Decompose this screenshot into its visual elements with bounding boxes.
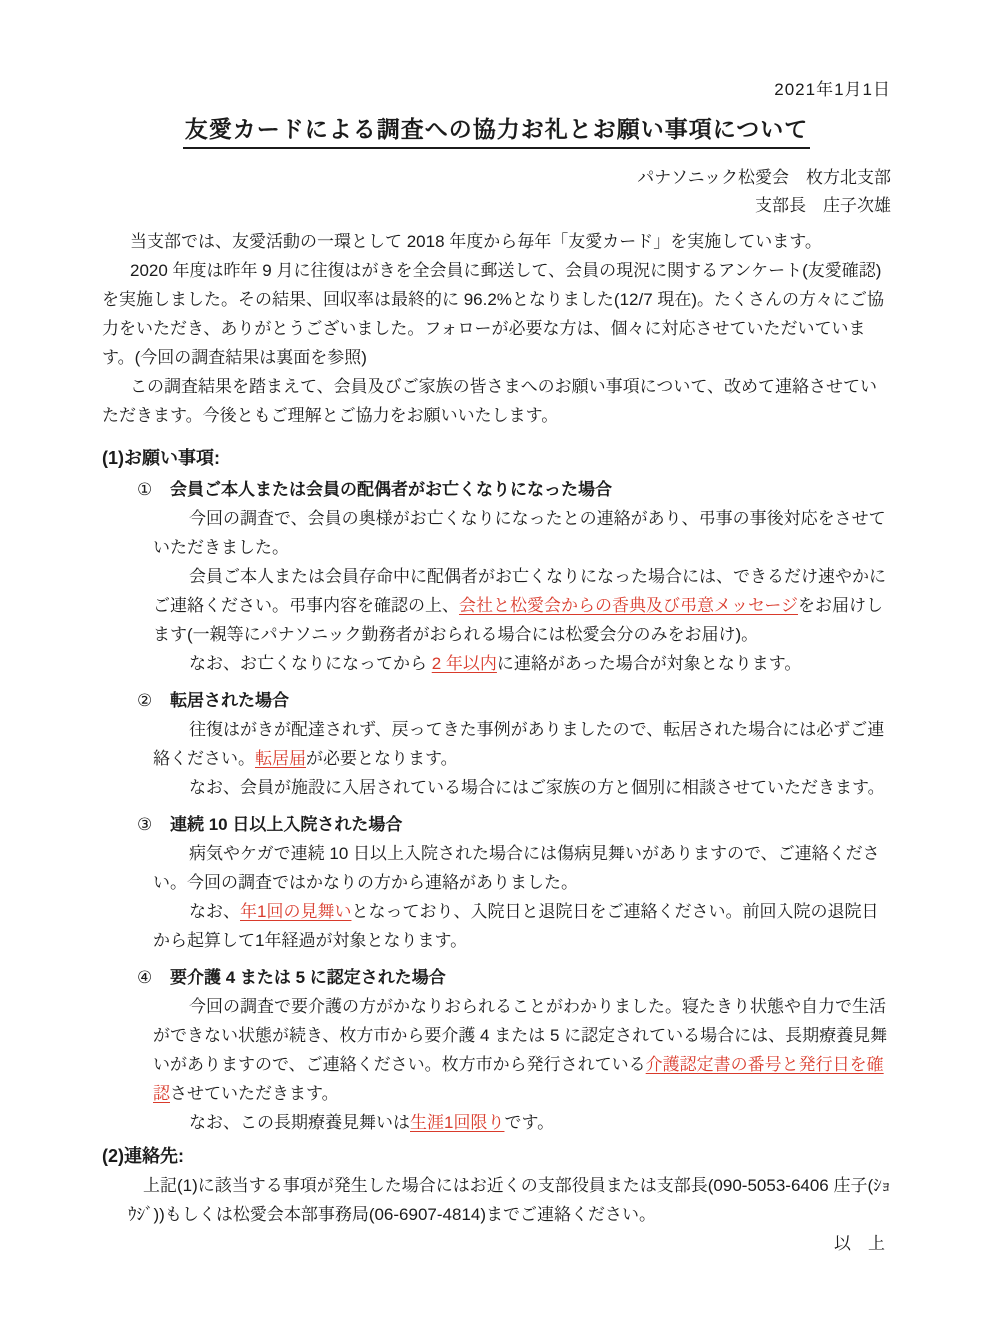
section-requests: [102, 444, 891, 1137]
body-text: 今回の調査で、会員の奥様がお亡くなりになったとの連絡があり、弔事の事後対応をさせていただきました。: [153, 509, 886, 557]
item-body: [153, 715, 891, 802]
item-number-circle: ①: [137, 480, 153, 499]
item-title: 転居された場合: [170, 691, 289, 710]
contact-body: [128, 1171, 891, 1229]
item-paragraph: [153, 1108, 891, 1137]
sender-block: [102, 164, 891, 220]
item-paragraph: [153, 897, 891, 955]
body-text: となっており、入院日と退院日をご連絡ください。前回入院の退院日から起算して1年経過が対象となります。: [153, 902, 879, 950]
title-row: [102, 113, 891, 149]
request-item-3: [102, 810, 891, 955]
item-body: [153, 992, 891, 1137]
item-body: [153, 839, 891, 955]
highlighted-red-text: 生涯1回限り: [410, 1113, 505, 1132]
item-title: 連続 10 日以上入院された場合: [170, 815, 403, 834]
intro-paragraphs: [102, 227, 891, 430]
highlighted-red-text: 会社と松愛会からの香典及び弔意メッセージ: [459, 596, 798, 615]
item-paragraph: [153, 649, 891, 678]
intro-paragraph: 2020 年度は昨年 9 月に往復はがきを全会員に郵送して、会員の現況に関するアンケート(友愛確認)を実施しました。その結果、回収率は最終的に 96.2%となりました(12/7 現在)。たくさんの方々にご協力をいただき、ありがとうございました。フォローが必要な方は、個々に対応させていただいています。(今回の調査結果は裏面を参照): [102, 261, 885, 367]
body-text: 今回の調査で要介護の方がかなりおられることがわかりました。寝たきり状態や自力で生活ができない状態が続き、枚方市から要介護 4 または 5 に認定されている場合には、長期療養見舞いがありますので、ご連絡ください。枚方市から発行されている: [153, 997, 888, 1074]
item-body: [153, 504, 891, 678]
page-title: 友愛カードによる調査への協力お礼とお願い事項について: [183, 113, 811, 149]
body-text: なお、お亡くなりになってから: [189, 654, 432, 673]
item-paragraph: [153, 839, 891, 897]
body-text: が必要となります。: [306, 749, 458, 768]
body-text: させていただきます。: [170, 1084, 339, 1103]
item-number-circle: ③: [137, 815, 153, 834]
item-title: 要介護 4 または 5 に認定された場合: [170, 968, 446, 987]
item-title: 会員ご本人または会員の配偶者がお亡くなりになった場合: [170, 480, 612, 499]
item-number-circle: ②: [137, 691, 153, 710]
body-text: 会員ご本人または会員存命中に配偶者がお亡くなりになった場合には、できるだけ速やかにご連絡ください。弔事内容を確認の上、: [153, 567, 886, 615]
item-paragraph: [153, 773, 891, 802]
closing-mark: 以 上: [834, 1234, 885, 1253]
item-paragraph: [153, 562, 891, 649]
document-date: 2021年1月1日: [774, 80, 891, 99]
sender-person: 支部長 庄子次雄: [755, 196, 891, 215]
body-text: に連絡があった場合が対象となります。: [496, 654, 802, 673]
highlighted-red-text: 年1回の見舞い: [240, 902, 352, 921]
request-item-heading: [102, 475, 891, 504]
highlighted-red-text: 2 年以内: [431, 654, 497, 673]
section-contact: [102, 1142, 891, 1229]
request-item-heading: [102, 963, 891, 992]
highlighted-red-text: 転居届: [255, 749, 306, 768]
request-item-heading: [102, 810, 891, 839]
body-text: です。: [504, 1113, 555, 1132]
body-text: をお届けします(一親等にパナソニック勤務者がおられる場合には松愛会分のみをお届け)。: [153, 596, 883, 644]
item-number-circle: ④: [137, 968, 153, 987]
body-text: なお、: [189, 902, 240, 921]
request-item-heading: [102, 686, 891, 715]
intro-paragraph: 当支部では、友愛活動の一環として 2018 年度から毎年「友愛カード」を実施しています。: [130, 232, 822, 251]
item-paragraph: [153, 992, 891, 1108]
section-requests-heading: (1)お願い事項:: [102, 448, 220, 468]
body-text: 往復はがきが配達されず、戻ってきた事例がありましたので、転居された場合には必ずご連絡ください。: [153, 720, 885, 768]
body-text: 病気やケガで連続 10 日以上入院された場合には傷病見舞いがありますので、ご連絡ください。今回の調査ではかなりの方から連絡がありました。: [153, 844, 880, 892]
item-paragraph: [153, 504, 891, 562]
body-text: なお、この長期療養見舞いは: [189, 1113, 410, 1132]
request-item-4: [102, 963, 891, 1137]
body-text: 上記(1)に該当する事項が発生した場合にはお近くの支部役員または支部長(090-5053-6406 庄子(ｼｮｳｼﾞ))もしくは松愛会本部事務局(06-6907-4814)までご連絡ください。: [128, 1176, 891, 1224]
request-item-2: [102, 686, 891, 802]
highlighted-red-text: 介護認定書の番号と発行日を確認: [153, 1055, 884, 1103]
section-contact-heading: (2)連絡先:: [102, 1146, 184, 1166]
body-text: なお、会員が施設に入居されている場合にはご家族の方と個別に相談させていただきます。: [189, 778, 885, 797]
item-paragraph: [153, 715, 891, 773]
sender-organization: パナソニック松愛会 枚方北支部: [637, 168, 891, 187]
intro-paragraph: この調査結果を踏まえて、会員及びご家族の皆さまへのお願い事項について、改めて連絡させていただきます。今後ともご理解とご協力をお願いいたします。: [102, 377, 877, 425]
contact-paragraph: [128, 1171, 891, 1229]
request-item-1: [102, 475, 891, 678]
